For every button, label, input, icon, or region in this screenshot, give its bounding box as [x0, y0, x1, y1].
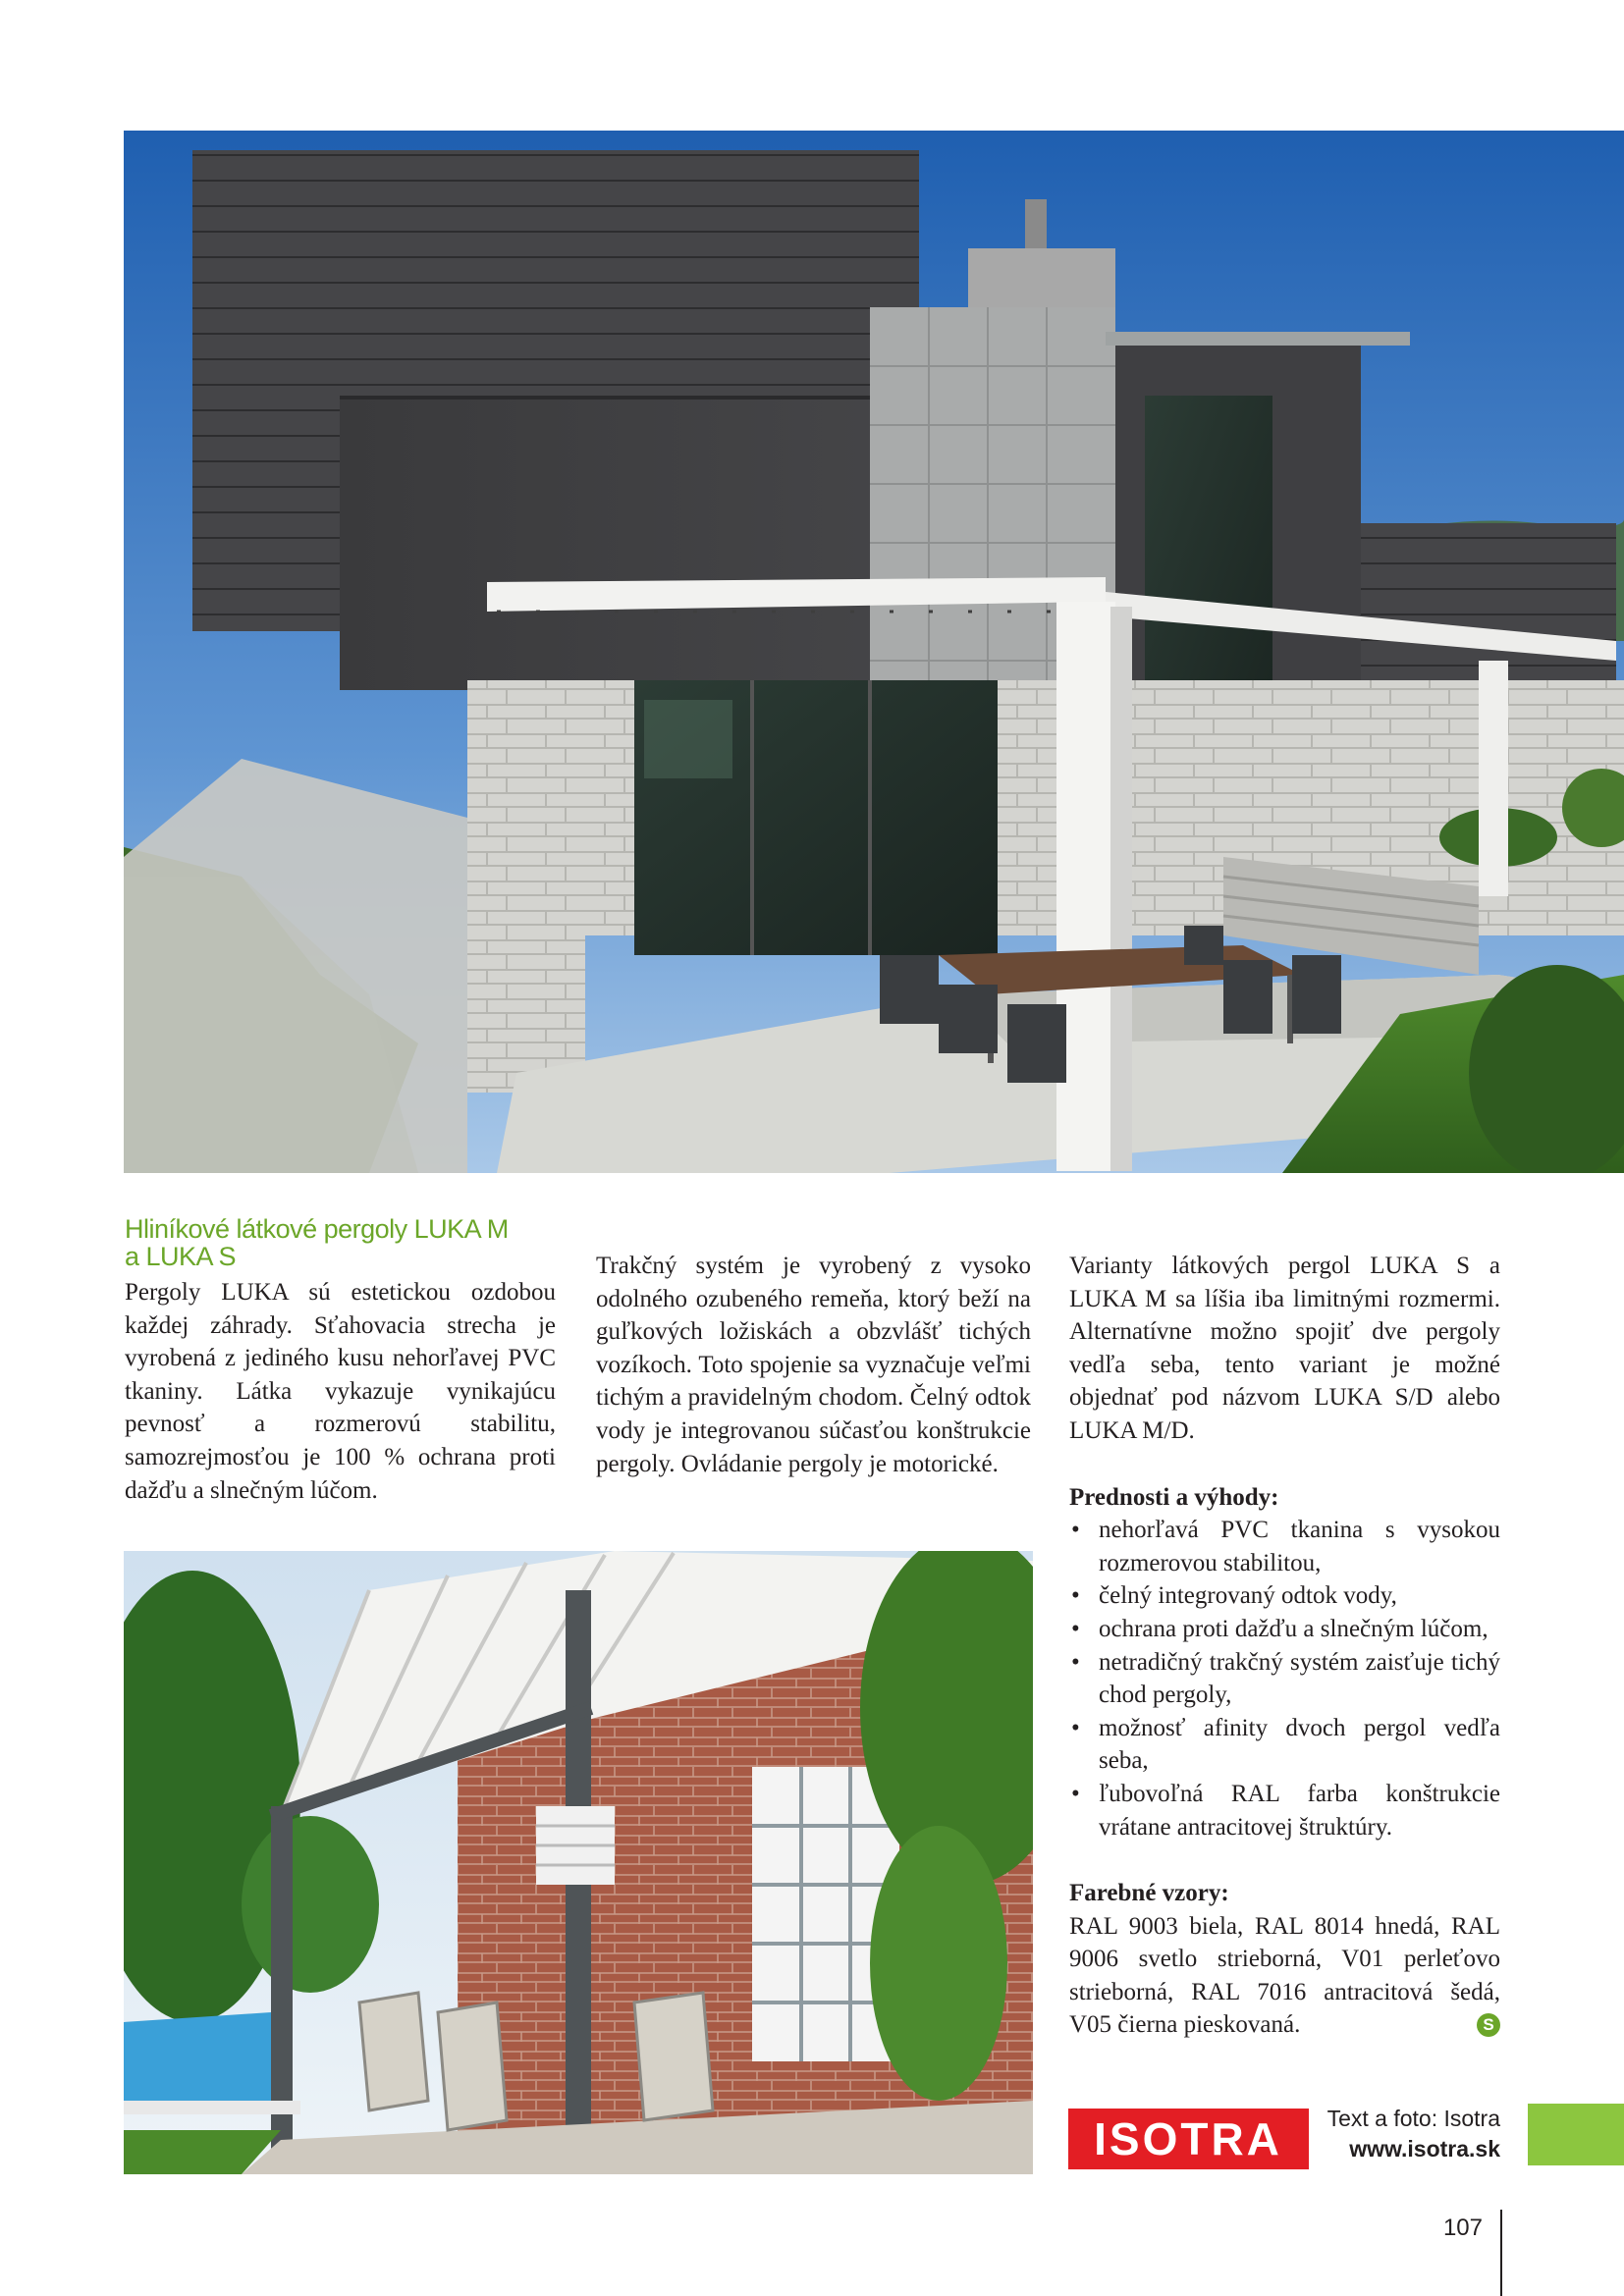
heading-line-1: Hliníkové látkové pergoly LUKA M — [125, 1214, 509, 1244]
page-number: 107 — [1442, 2215, 1483, 2241]
article-column-2 — [596, 1250, 1031, 1480]
variants-paragraph: Varianty látkových pergol LUKA S a LUKA M sa líšia iba limitnými rozmermi. Alternatívne možno spojiť dve pergoly vedľa seba, tento variant je možné objednať pod názvom LUKA S/D alebo LUKA M/D. — [1069, 1253, 1500, 1444]
colors-title: Farebné vzory: — [1069, 1880, 1229, 1907]
advantage-item: • ochrana proti dažďu a slnečným lúčom, — [1069, 1613, 1500, 1646]
photo-credit — [1296, 2104, 1500, 2164]
article-heading — [125, 1215, 556, 1270]
credit-text: Text a foto: Isotra — [1326, 2106, 1500, 2131]
website-link[interactable]: www.isotra.sk — [1349, 2136, 1500, 2162]
article-column-3 — [1069, 1250, 1500, 2042]
traction-paragraph: Trakčný systém je vyrobený z vysoko odolného ozubeného remeňa, ktorý beží na guľkových ložiskách a obzvlášť tichých vozíkoch. Toto spojenie sa vyznačuje veľmi tichým a pravidelným chodom. Čelný odtok vody je integrovanou súčasťou konštrukcie pergoly. Ovládanie pergoly je motorické. — [596, 1253, 1031, 1477]
isotra-logo — [1068, 2109, 1309, 2169]
advantage-item: • nehorľavá PVC tkanina s vysokou rozmerovou stabilitou, — [1069, 1514, 1500, 1579]
heading-line-2: a LUKA S — [125, 1242, 237, 1271]
section-end-badge: S — [1477, 2013, 1500, 2037]
colors-paragraph — [1069, 1910, 1500, 2042]
advantages-title: Prednosti a výhody: — [1069, 1483, 1279, 1511]
svg-text:ISOTRA: ISOTRA — [1094, 2113, 1282, 2164]
garden-photo-pergola-pool — [124, 1551, 1033, 2174]
page-number-rule — [1500, 2210, 1502, 2296]
colors-text: RAL 9003 biela, RAL 8014 hnedá, RAL 9006 svetlo strieborná, V01 perleťovo strieborná, RAL 7016 antracitová šedá, V05 čierna pieskovaná. — [1069, 1912, 1500, 2039]
advantage-item: • ľubovoľná RAL farba konštrukcie vrátane antracitovej štruktúry. — [1069, 1778, 1500, 1843]
green-accent-bar — [1528, 2104, 1624, 2165]
advantage-item: • čelný integrovaný odtok vody, — [1069, 1579, 1500, 1613]
hero-photo-house-pergola — [124, 131, 1624, 1173]
advantages-list — [1069, 1514, 1500, 1843]
intro-paragraph: Pergoly LUKA sú estetickou ozdobou každej záhrady. Sťahovacia strecha je vyrobená z jediného kusu nehorľavej PVC tkaniny. Látka vykazuje vynikajúcu pevnosť a rozmerovú stabilitu, samozrejmosťou je 100 % ochrana proti dažďu a slnečným lúčom. — [125, 1279, 556, 1504]
article-column-1 — [125, 1215, 556, 1507]
advantage-item: • netradičný trakčný systém zaisťuje tichý chod pergoly, — [1069, 1646, 1500, 1712]
advantage-item: • možnosť afinity dvoch pergol vedľa seba, — [1069, 1712, 1500, 1778]
